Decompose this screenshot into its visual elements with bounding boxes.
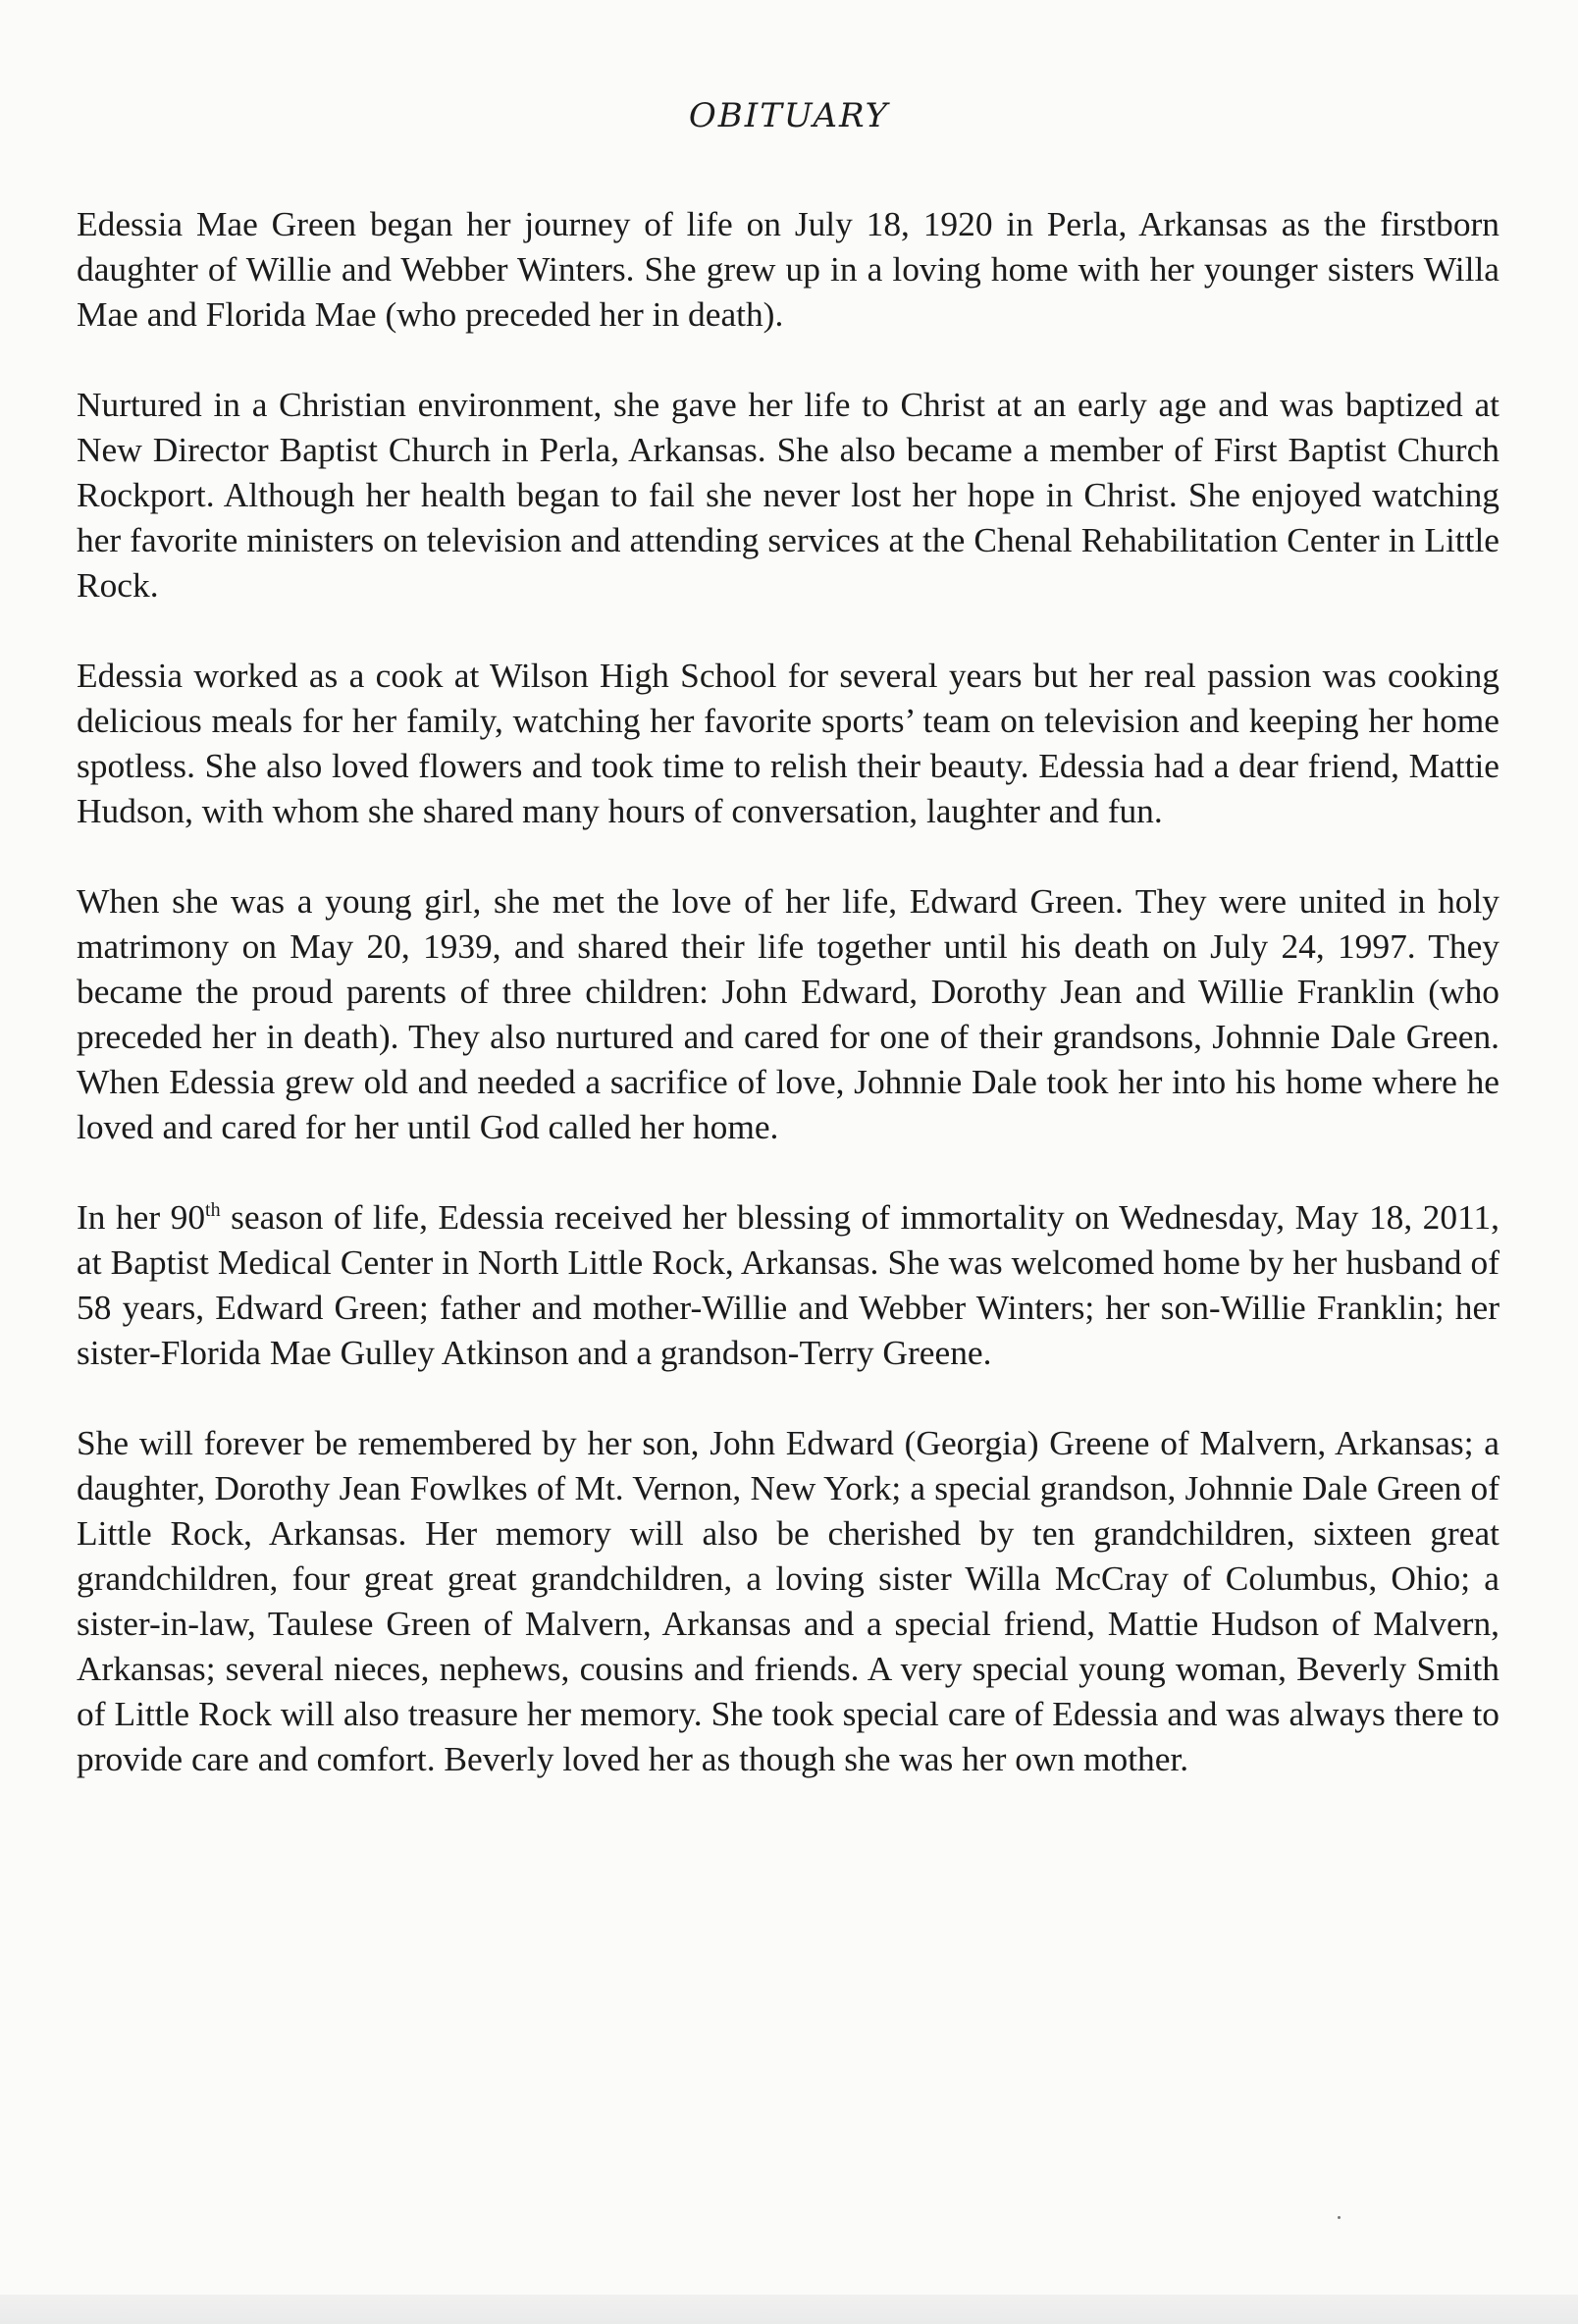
paragraph-marriage-and-family: When she was a young girl, she met the love of her life, Edward Green. They were united in holy matrimony on May 20, 1939, and shared their life together until his death on July 24, 1997. They became the proud parents of three children: John Edward, Dorothy Jean and Willie Franklin (who preceded her in death). They also nurtured and cared for one of their grandsons, Johnnie Dale Green. When Edessia grew old and needed a sacrifice of love, Johnnie Dale took her into his home where he loved and cared for her until God called her home.: [77, 881, 1499, 1146]
paragraph-birth: Edessia Mae Green began her journey of life on July 18, 1920 in Perla, Arkansas as the firstborn daughter of Willie and Webber Winters. She grew up in a loving home with her younger sisters Willa Mae and Florida Mae (who preceded her in death).: [77, 204, 1499, 334]
scan-speck: [1338, 2216, 1341, 2219]
passing-rest-text: season of life, Edessia received her blessing of immortality on Wednesday, May 18, 2011, at Baptist Medical Center in North Little Rock, Arkansas. She was welcomed home by her husband of 58 years, Edward Green; father and mother-Willie and Webber Winters; her son-Willie Franklin; her sister-Florida Mae Gulley Atkinson and a grandson-Terry Greene.: [77, 1197, 1499, 1372]
paragraph-passing: [77, 1194, 1499, 1375]
obituary-body: [77, 201, 1499, 1826]
paragraph-survivors: She will forever be remembered by her son, John Edward (Georgia) Greene of Malvern, Arkansas; a daughter, Dorothy Jean Fowlkes of Mt. Vernon, New York; a special grandson, Johnnie Dale Green of Little Rock, Arkansas. Her memory will also be cherished by ten grandchildren, sixteen great grandchildren, four great great grandchildren, a loving sister Willa McCray of Columbus, Ohio; a sister-in-law, Taulese Green of Malvern, Arkansas and a special friend, Mattie Hudson of Malvern, Arkansas; several nieces, nephews, cousins and friends. A very special young woman, Beverly Smith of Little Rock will also treasure her memory. She took special care of Edessia and was always there to provide care and comfort. Beverly loved her as though she was her own mother.: [77, 1423, 1499, 1778]
paragraph-faith: Nurtured in a Christian environment, she gave her life to Christ at an early age and was baptized at New Director Baptist Church in Perla, Arkansas. She also became a member of First Baptist Church Rockport. Although her health began to fail she never lost her hope in Christ. She enjoyed watching her favorite ministers on television and attending services at the Chenal Rehabilitation Center in Little Rock.: [77, 385, 1499, 605]
paragraph-work-and-passions: Edessia worked as a cook at Wilson High School for several years but her real passion was cooking delicious meals for her family, watching her favorite sports’ team on television and keeping her home spotless. She also loved flowers and took time to relish their beauty. Edessia had a dear friend, Mattie Hudson, with whom she shared many hours of conversation, laughter and fun.: [77, 656, 1499, 830]
page-title: OBITUARY: [688, 96, 890, 135]
passing-lead-text: In her 90: [77, 1197, 206, 1237]
scan-bottom-edge: [0, 2295, 1578, 2324]
ordinal-superscript: th: [205, 1199, 221, 1222]
